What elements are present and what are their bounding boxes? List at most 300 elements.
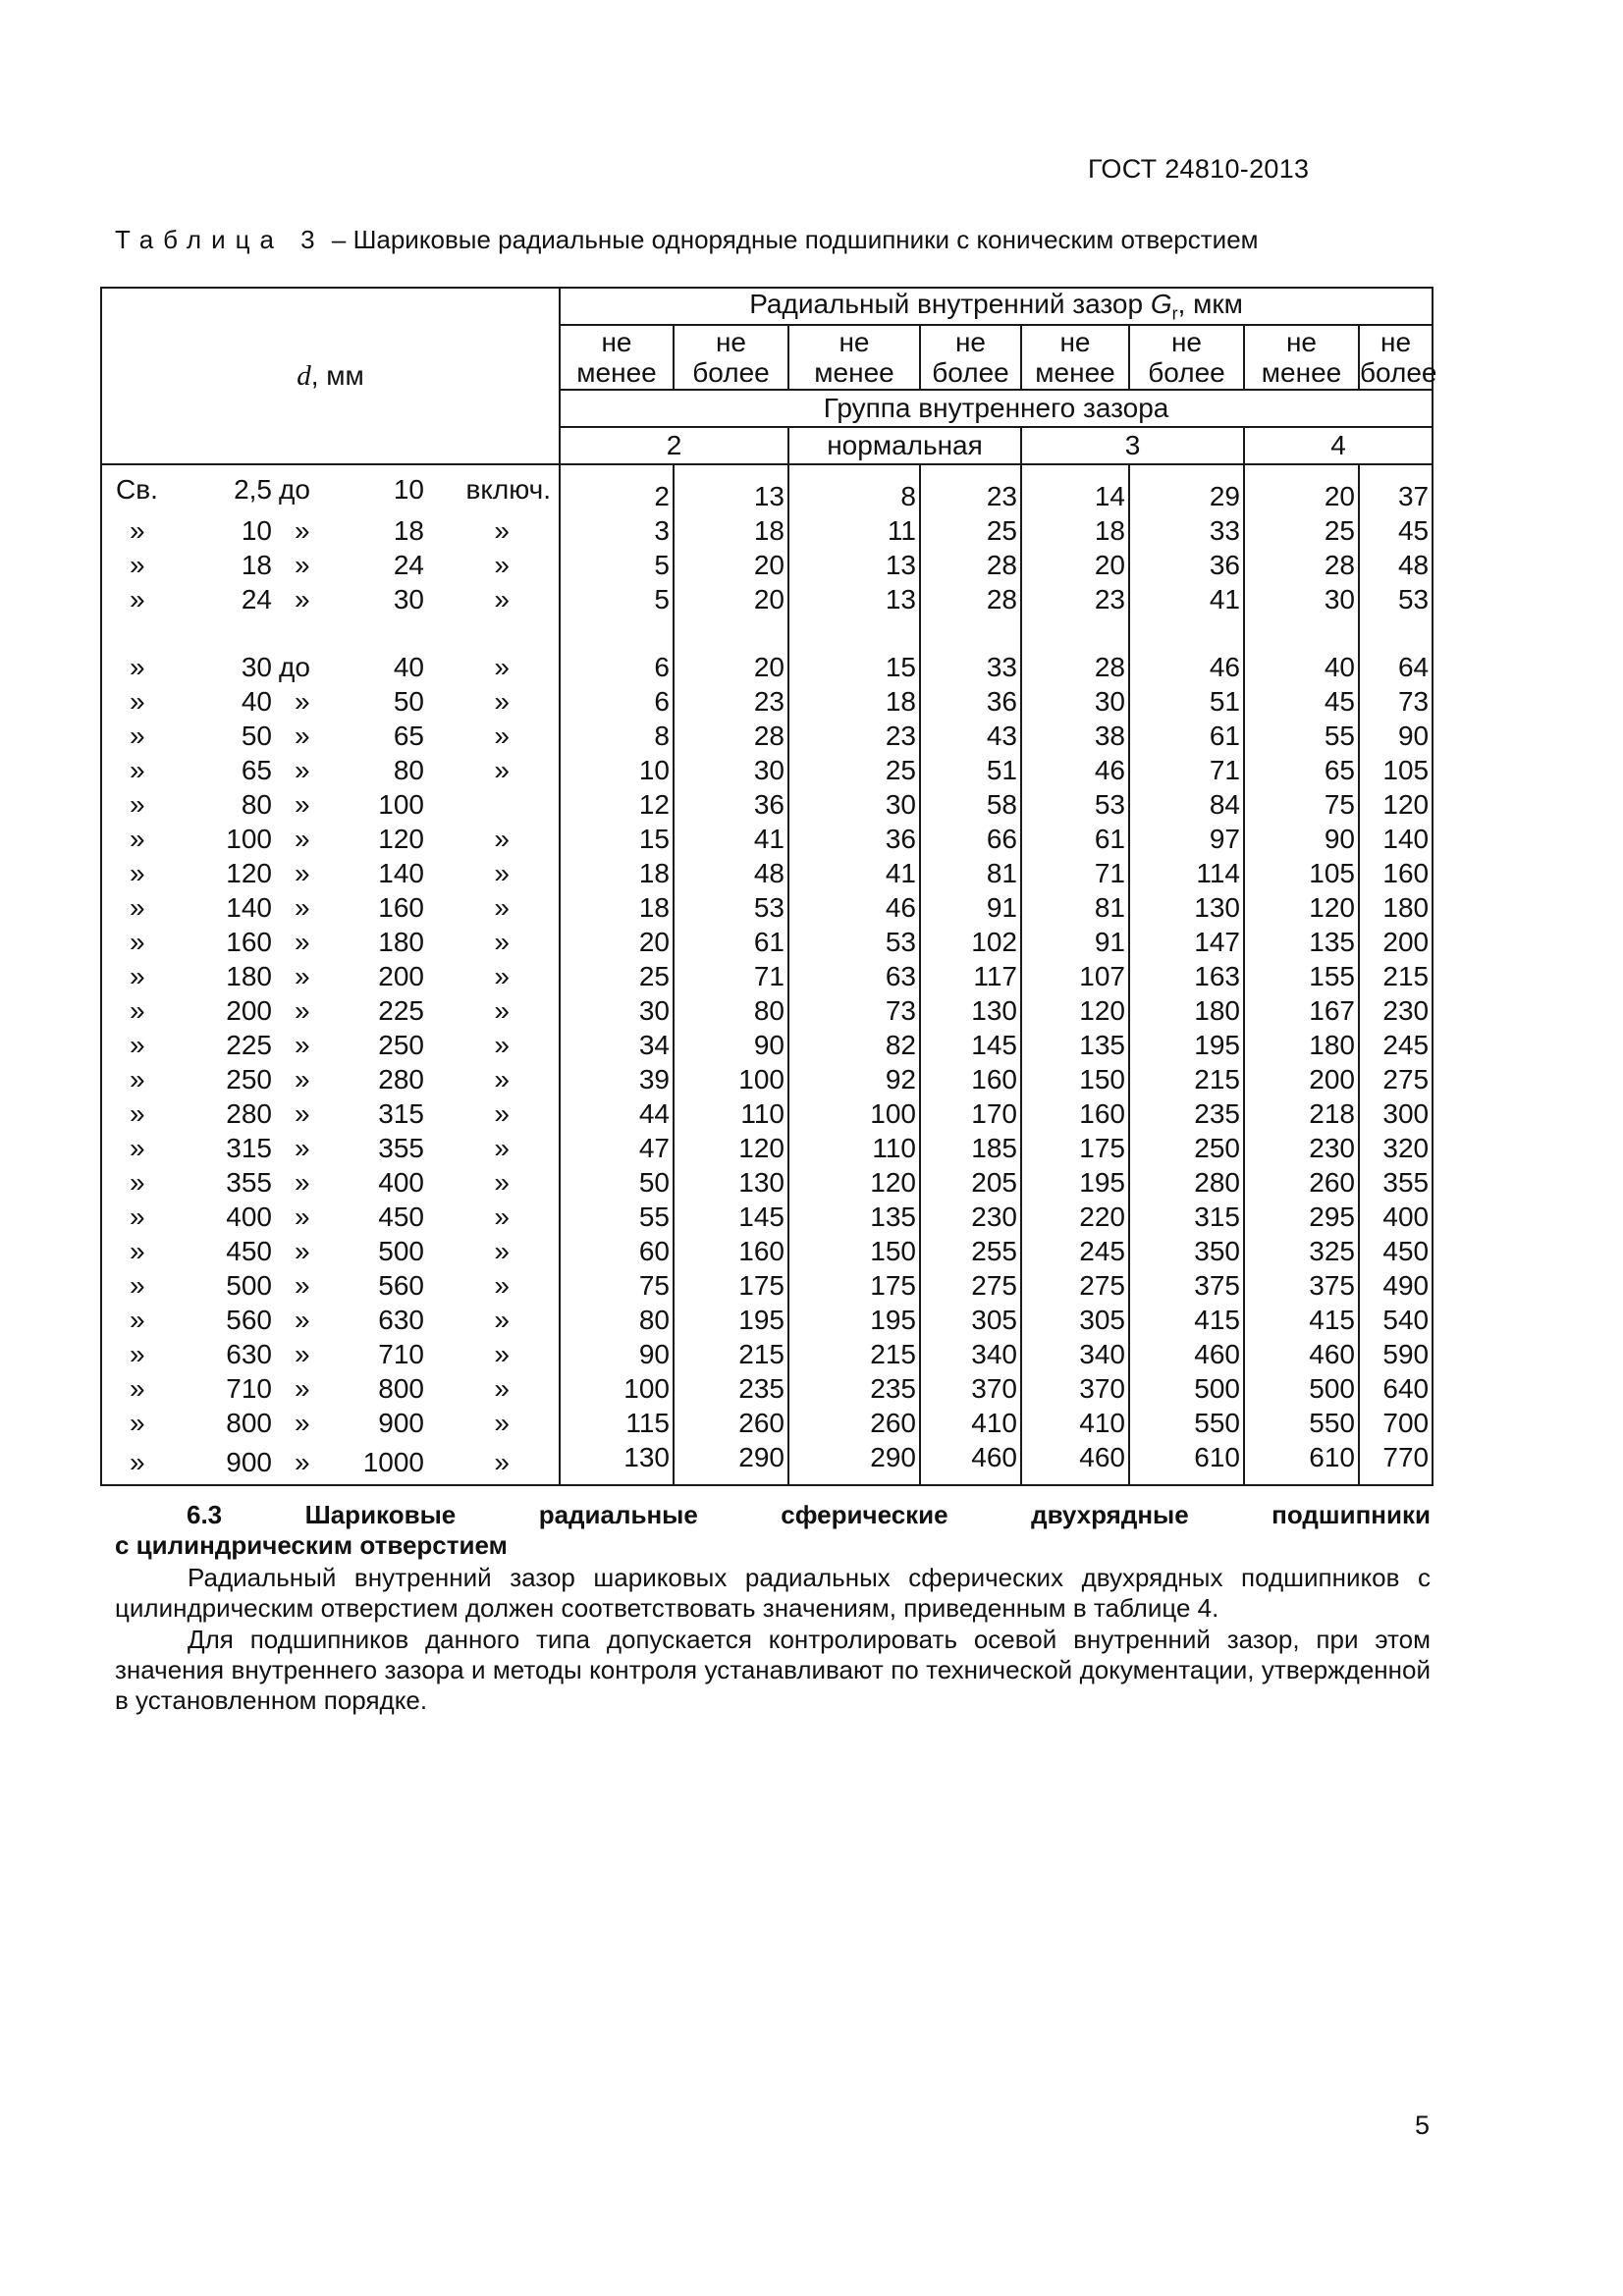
range-prefix: » — [130, 891, 145, 923]
clearance-value: 550 — [1129, 1406, 1244, 1440]
clearance-value: 90 — [560, 1337, 674, 1371]
clearance-value: 37 — [1359, 464, 1433, 513]
range-to-word: » — [295, 857, 310, 888]
header-min-line2: менее — [814, 357, 894, 388]
table-row — [101, 1165, 1433, 1200]
clearance-value: 130 — [920, 993, 1021, 1028]
clearance-title: Радиальный внутренний зазор — [749, 288, 1151, 319]
range-from: 180 — [226, 960, 272, 991]
diameter-range — [101, 684, 560, 719]
clearance-value: 130 — [560, 1440, 674, 1485]
spacer-cell — [1129, 616, 1244, 650]
range-from: 560 — [226, 1304, 272, 1335]
clearance-value: 100 — [788, 1096, 920, 1131]
table-row — [101, 1096, 1433, 1131]
clearance-value: 215 — [788, 1337, 920, 1371]
range-from: 50 — [241, 720, 272, 751]
clearance-value: 25 — [920, 513, 1021, 548]
range-prefix: » — [130, 1304, 145, 1335]
clearance-value: 355 — [1359, 1165, 1433, 1200]
diameter-range — [101, 1200, 560, 1234]
clearance-value: 180 — [1129, 993, 1244, 1028]
clearance-value: 290 — [788, 1440, 920, 1485]
range-to: 80 — [393, 754, 424, 785]
spacer-cell — [788, 616, 920, 650]
clearance-value: 33 — [920, 650, 1021, 684]
clearance-value: 540 — [1359, 1303, 1433, 1337]
clearance-value: 36 — [674, 787, 788, 822]
clearance-value: 460 — [1021, 1440, 1129, 1485]
header-min-line2: менее — [1261, 357, 1342, 388]
diameter-range — [101, 1371, 560, 1406]
clearance-value: 218 — [1244, 1096, 1359, 1131]
range-prefix: » — [130, 823, 145, 854]
clearance-value: 260 — [674, 1406, 788, 1440]
range-inclusive: » — [494, 994, 510, 1026]
table-row — [101, 856, 1433, 890]
clearance-value: 135 — [788, 1200, 920, 1234]
diameter-range — [101, 993, 560, 1028]
clearance-value: 30 — [1021, 684, 1129, 719]
header-max-g4 — [1359, 325, 1437, 390]
clearance-value: 215 — [1359, 959, 1433, 993]
header-max-line2: более — [1360, 357, 1437, 388]
range-to: 50 — [393, 685, 424, 717]
range-to-word: до — [279, 473, 310, 505]
clearance-value: 10 — [560, 753, 674, 787]
range-prefix: » — [130, 1269, 145, 1301]
clearance-value: 81 — [920, 856, 1021, 890]
clearance-value: 13 — [674, 464, 788, 513]
clearance-value: 770 — [1359, 1440, 1433, 1485]
clearance-value: 28 — [920, 582, 1021, 616]
clearance-value: 245 — [1021, 1234, 1129, 1268]
range-to-word: » — [295, 823, 310, 854]
table-row — [101, 1028, 1433, 1062]
range-inclusive: » — [494, 1097, 510, 1129]
clearance-value: 180 — [1359, 890, 1433, 925]
range-from: 315 — [226, 1132, 272, 1163]
clearance-value: 120 — [1244, 890, 1359, 925]
clearance-value: 90 — [1244, 822, 1359, 856]
range-from: 160 — [226, 926, 272, 957]
clearance-value: 102 — [920, 925, 1021, 959]
clearance-value: 290 — [674, 1440, 788, 1485]
clearance-value: 46 — [1021, 753, 1129, 787]
range-to-word: » — [295, 754, 310, 785]
clearance-value: 610 — [1129, 1440, 1244, 1485]
range-inclusive: » — [494, 857, 510, 888]
clearance-value: 75 — [560, 1268, 674, 1303]
range-to-word: до — [279, 651, 310, 682]
range-prefix: » — [130, 857, 145, 888]
range-from: 500 — [226, 1269, 272, 1301]
clearance-value: 23 — [920, 464, 1021, 513]
clearance-value: 36 — [920, 684, 1021, 719]
range-prefix: » — [130, 1097, 145, 1129]
table-row — [101, 548, 1433, 582]
range-to: 250 — [378, 1029, 424, 1060]
clearance-value: 64 — [1359, 650, 1433, 684]
range-prefix: Св. — [116, 473, 158, 505]
range-to-word: » — [295, 1407, 310, 1438]
clearance-value: 41 — [674, 822, 788, 856]
range-inclusive: » — [494, 1446, 510, 1477]
clearance-value: 23 — [788, 719, 920, 753]
group-2-label: 2 — [560, 427, 788, 464]
range-from: 450 — [226, 1235, 272, 1266]
clearance-value: 8 — [560, 719, 674, 753]
range-to-word: » — [295, 1029, 310, 1060]
clearance-value: 38 — [1021, 719, 1129, 753]
header-min-g4 — [1244, 325, 1359, 390]
clearance-value: 45 — [1359, 513, 1433, 548]
clearance-value: 92 — [788, 1062, 920, 1096]
range-to-word: » — [295, 549, 310, 580]
clearance-value: 105 — [1244, 856, 1359, 890]
range-inclusive: » — [494, 1029, 510, 1060]
clearance-value: 230 — [1359, 993, 1433, 1028]
clearance-value: 29 — [1129, 464, 1244, 513]
range-prefix: » — [130, 1338, 145, 1369]
clearance-value: 260 — [1244, 1165, 1359, 1200]
clearance-value: 195 — [1021, 1165, 1129, 1200]
clearance-value: 205 — [920, 1165, 1021, 1200]
table-row — [101, 1303, 1433, 1337]
table-row — [101, 1062, 1433, 1096]
clearance-value: 640 — [1359, 1371, 1433, 1406]
table-row — [101, 719, 1433, 753]
clearance-value: 18 — [560, 856, 674, 890]
clearance-value: 90 — [674, 1028, 788, 1062]
header-min-g1 — [560, 325, 674, 390]
clearance-value: 170 — [920, 1096, 1021, 1131]
clearance-value: 41 — [788, 856, 920, 890]
range-prefix: » — [130, 1132, 145, 1163]
clearance-value: 230 — [920, 1200, 1021, 1234]
clearance-value: 36 — [788, 822, 920, 856]
clearance-value: 41 — [1129, 582, 1244, 616]
range-to-word: » — [295, 926, 310, 957]
header-max-line1: не — [1170, 327, 1203, 357]
range-inclusive: » — [494, 685, 510, 717]
heading-word: радиальные — [538, 1500, 698, 1529]
clearance-value: 2 — [560, 464, 674, 513]
clearance-value: 340 — [1021, 1337, 1129, 1371]
clearance-value: 140 — [1359, 822, 1433, 856]
clearance-value: 147 — [1129, 925, 1244, 959]
diameter-symbol: d — [297, 359, 311, 392]
clearance-value: 175 — [1021, 1131, 1129, 1165]
range-to: 30 — [393, 583, 424, 614]
range-to-word: » — [295, 1235, 310, 1266]
range-to-word: » — [295, 1269, 310, 1301]
clearance-value: 250 — [1129, 1131, 1244, 1165]
range-prefix: » — [130, 1372, 145, 1404]
clearance-value: 235 — [788, 1371, 920, 1406]
clearance-value: 47 — [560, 1131, 674, 1165]
spacer-cell — [1244, 616, 1359, 650]
clearance-value: 120 — [1359, 787, 1433, 822]
clearance-value: 75 — [1244, 787, 1359, 822]
clearance-value: 13 — [788, 582, 920, 616]
clearance-value: 15 — [788, 650, 920, 684]
clearance-value: 235 — [1129, 1096, 1244, 1131]
clearance-value: 145 — [920, 1028, 1021, 1062]
range-to: 800 — [378, 1372, 424, 1404]
range-to: 900 — [378, 1407, 424, 1438]
clearance-value: 48 — [674, 856, 788, 890]
range-from: 200 — [226, 994, 272, 1026]
diameter-range — [101, 1406, 560, 1440]
clearance-value: 18 — [674, 513, 788, 548]
clearance-value: 160 — [1021, 1096, 1129, 1131]
range-to: 24 — [393, 549, 424, 580]
range-to: 450 — [378, 1201, 424, 1232]
diameter-range — [101, 650, 560, 684]
clearance-value: 370 — [1021, 1371, 1129, 1406]
clearance-value: 195 — [788, 1303, 920, 1337]
range-from: 900 — [226, 1446, 272, 1477]
clearance-value: 114 — [1129, 856, 1244, 890]
clearance-value: 30 — [560, 993, 674, 1028]
range-to: 500 — [378, 1235, 424, 1266]
clearance-value: 82 — [788, 1028, 920, 1062]
clearance-value: 320 — [1359, 1131, 1433, 1165]
range-prefix: » — [130, 1166, 145, 1198]
range-prefix: » — [130, 514, 145, 546]
diameter-range — [101, 822, 560, 856]
clearance-value: 18 — [1021, 513, 1129, 548]
clearance-value: 160 — [674, 1234, 788, 1268]
table-row — [101, 1268, 1433, 1303]
clearance-table — [100, 287, 1437, 1486]
group-4-label: 4 — [1244, 427, 1433, 464]
clearance-value: 130 — [1129, 890, 1244, 925]
section-heading — [115, 1500, 1431, 1561]
clearance-value: 53 — [1359, 582, 1433, 616]
clearance-value: 39 — [560, 1062, 674, 1096]
clearance-value: 120 — [674, 1131, 788, 1165]
table-row — [101, 753, 1433, 787]
range-inclusive: » — [494, 1269, 510, 1301]
clearance-value: 700 — [1359, 1406, 1433, 1440]
clearance-value: 260 — [788, 1406, 920, 1440]
clearance-value: 65 — [1244, 753, 1359, 787]
clearance-value: 200 — [1359, 925, 1433, 959]
range-inclusive: » — [494, 1166, 510, 1198]
range-to: 18 — [393, 514, 424, 546]
section-heading-line1 — [115, 1500, 1431, 1530]
table-row — [101, 1337, 1433, 1371]
range-to-word: » — [295, 1063, 310, 1095]
table-row — [101, 1406, 1433, 1440]
range-from: 400 — [226, 1201, 272, 1232]
header-min-line1: не — [601, 327, 632, 357]
range-inclusive: » — [494, 1372, 510, 1404]
clearance-value: 14 — [1021, 464, 1129, 513]
clearance-value: 30 — [788, 787, 920, 822]
clearance-value: 275 — [1359, 1062, 1433, 1096]
header-min-line1: не — [1285, 327, 1318, 357]
clearance-value: 215 — [674, 1337, 788, 1371]
range-inclusive: » — [494, 960, 510, 991]
range-to: 225 — [378, 994, 424, 1026]
clearance-value: 180 — [1244, 1028, 1359, 1062]
clearance-value: 163 — [1129, 959, 1244, 993]
range-to-word: » — [295, 685, 310, 717]
range-to-word: » — [295, 583, 310, 614]
header-min-g3 — [1021, 325, 1129, 390]
diameter-range — [101, 1303, 560, 1337]
range-prefix: » — [130, 1063, 145, 1095]
range-to-word: » — [295, 1132, 310, 1163]
range-inclusive: » — [494, 583, 510, 614]
diameter-range — [101, 1096, 560, 1131]
clearance-value: 20 — [560, 925, 674, 959]
header-max-line2: более — [692, 357, 770, 388]
clearance-value: 305 — [1021, 1303, 1129, 1337]
clearance-value: 25 — [788, 753, 920, 787]
clearance-value: 460 — [1244, 1337, 1359, 1371]
clearance-value: 160 — [920, 1062, 1021, 1096]
clearance-value: 90 — [1359, 719, 1433, 753]
spacer-cell — [920, 616, 1021, 650]
range-to: 100 — [378, 788, 424, 820]
spacer-cell — [560, 616, 674, 650]
clearance-value: 34 — [560, 1028, 674, 1062]
page-number: 5 — [1415, 2110, 1431, 2140]
clearance-value: 155 — [1244, 959, 1359, 993]
clearance-value: 167 — [1244, 993, 1359, 1028]
clearance-value: 51 — [920, 753, 1021, 787]
header-min-g2 — [788, 325, 920, 390]
clearance-value: 415 — [1244, 1303, 1359, 1337]
diameter-header — [101, 288, 560, 464]
group-header: Группа внутреннего зазора — [560, 390, 1433, 427]
table-caption-title: Шариковые радиальные однорядные подшипники с коническим отверстием — [352, 225, 1259, 254]
range-to-word: » — [295, 994, 310, 1026]
clearance-value: 150 — [1021, 1062, 1129, 1096]
clearance-value: 305 — [920, 1303, 1021, 1337]
range-to: 140 — [378, 857, 424, 888]
range-from: 2,5 — [234, 473, 272, 505]
diameter-range — [101, 1268, 560, 1303]
spacer-cell — [674, 616, 788, 650]
clearance-value: 275 — [920, 1268, 1021, 1303]
table-row — [101, 1200, 1433, 1234]
clearance-value: 46 — [788, 890, 920, 925]
range-inclusive: » — [494, 1132, 510, 1163]
clearance-value: 340 — [920, 1337, 1021, 1371]
clearance-value: 33 — [1129, 513, 1244, 548]
header-max-g3 — [1129, 325, 1244, 390]
clearance-unit: , мкм — [1177, 288, 1243, 319]
clearance-value: 175 — [674, 1268, 788, 1303]
range-to: 40 — [393, 651, 424, 682]
clearance-value: 48 — [1359, 548, 1433, 582]
clearance-value: 450 — [1359, 1234, 1433, 1268]
clearance-value: 160 — [1359, 856, 1433, 890]
clearance-value: 91 — [920, 890, 1021, 925]
clearance-value: 350 — [1129, 1234, 1244, 1268]
clearance-value: 300 — [1359, 1096, 1433, 1131]
range-prefix: » — [130, 1029, 145, 1060]
clearance-value: 107 — [1021, 959, 1129, 993]
range-prefix: » — [130, 1407, 145, 1438]
clearance-value: 28 — [920, 548, 1021, 582]
clearance-value: 30 — [1244, 582, 1359, 616]
table-caption-label: Таблица 3 — [115, 225, 325, 254]
range-to: 355 — [378, 1132, 424, 1163]
range-to-word: » — [295, 1372, 310, 1404]
heading-word: двухрядные — [1031, 1500, 1189, 1529]
clearance-value: 245 — [1359, 1028, 1433, 1062]
table-row — [101, 993, 1433, 1028]
clearance-value: 53 — [788, 925, 920, 959]
range-to: 200 — [378, 960, 424, 991]
range-inclusive: » — [494, 549, 510, 580]
table-row — [101, 890, 1433, 925]
range-from: 40 — [241, 685, 272, 717]
table-row — [101, 1371, 1433, 1406]
clearance-value: 20 — [674, 582, 788, 616]
clearance-value: 400 — [1359, 1200, 1433, 1234]
clearance-value: 150 — [788, 1234, 920, 1268]
table-row — [101, 582, 1433, 616]
clearance-value: 13 — [788, 548, 920, 582]
clearance-value: 84 — [1129, 787, 1244, 822]
range-to-word: » — [295, 788, 310, 820]
range-to-word: » — [295, 1338, 310, 1369]
table-row — [101, 684, 1433, 719]
clearance-value: 73 — [788, 993, 920, 1028]
range-to-word: » — [295, 1446, 310, 1477]
clearance-value: 73 — [1359, 684, 1433, 719]
range-inclusive: » — [494, 926, 510, 957]
range-prefix: » — [130, 720, 145, 751]
range-from: 280 — [226, 1097, 272, 1129]
clearance-value: 53 — [674, 890, 788, 925]
range-to-word: » — [295, 960, 310, 991]
clearance-value: 110 — [674, 1096, 788, 1131]
range-to-word: » — [295, 1304, 310, 1335]
clearance-value: 20 — [1244, 464, 1359, 513]
table-row — [101, 925, 1433, 959]
range-to-word: » — [295, 1201, 310, 1232]
group-3-label: 3 — [1021, 427, 1244, 464]
range-from: 80 — [241, 788, 272, 820]
range-prefix: » — [130, 960, 145, 991]
clearance-value: 66 — [920, 822, 1021, 856]
clearance-value: 63 — [788, 959, 920, 993]
spacer-cell — [101, 616, 560, 650]
clearance-value: 61 — [1021, 822, 1129, 856]
diameter-range — [101, 548, 560, 582]
range-prefix: » — [130, 1446, 145, 1477]
table-body — [101, 464, 1433, 1485]
clearance-value: 30 — [674, 753, 788, 787]
clearance-value: 81 — [1021, 890, 1129, 925]
clearance-value: 71 — [1021, 856, 1129, 890]
clearance-value: 375 — [1129, 1268, 1244, 1303]
clearance-value: 130 — [674, 1165, 788, 1200]
range-from: 120 — [226, 857, 272, 888]
clearance-value: 55 — [1244, 719, 1359, 753]
clearance-value: 100 — [674, 1062, 788, 1096]
clearance-value: 6 — [560, 684, 674, 719]
clearance-value: 43 — [920, 719, 1021, 753]
